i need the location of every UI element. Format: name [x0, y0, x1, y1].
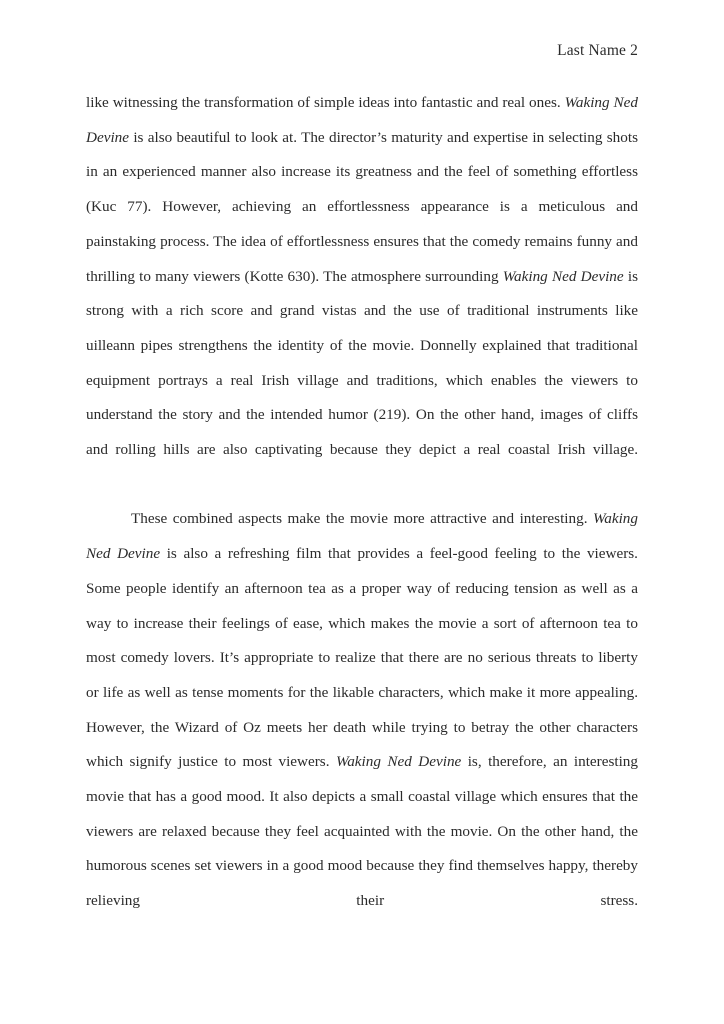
text-run: is also beautiful to look at. The director’s maturity and expertise in selecting shots in an experienced manner also increase its greatness and the feel of something effortless (Kuc 77). However, achieving an effortlessness appearance is a meticulous and painstaking process. The idea of effortlessness ensures that the comedy remains funny and thrilling to many viewers (Kotte 630). The atmosphere surrounding	[86, 128, 638, 285]
italic-work-title: Waking Ned Devine	[86, 510, 638, 563]
text-run: like witnessing the transformation of simple ideas into fantastic and real ones.	[86, 94, 565, 111]
document-body	[86, 86, 638, 954]
paragraph	[86, 86, 638, 502]
italic-work-title: Waking Ned Devine	[335, 753, 462, 771]
running-header: Last Name 2	[557, 42, 638, 59]
text-run: is strong with a rich score and grand vistas and the use of traditional instruments like uilleann pipes strengthens the identity of the movie. Donnelly explained that traditional equipment portrays a real Irish village and traditions, which enables the viewers to understand the story and the intended humor (219). On the other hand, images of cliffs and rolling hills are also captivating because they depict a real coastal Irish village.	[86, 267, 638, 459]
text-run: is also a refreshing film that provides a feel-good feeling to the viewers. Some people identify an afternoon tea as a proper way of reducing tension as well as a way to increase their feelings of ease, which makes the movie a sort of afternoon tea to most comedy lovers. It’s appropriate to realize that there are no serious threats to liberty or life as well as tense moments for the likable characters, which make it more appealing. However, the Wizard of Oz meets her death while trying to betray the other characters which signify justice to most viewers.	[86, 545, 638, 771]
italic-work-title: Waking Ned Devine	[502, 267, 624, 285]
text-run: These combined aspects make the movie more attractive and interesting.	[131, 510, 593, 528]
italic-work-title: Waking Ned Devine	[86, 94, 638, 146]
paragraph	[86, 502, 638, 953]
text-run: is, therefore, an interesting movie that has a good mood. It also depicts a small coastal village which ensures that the viewers are relaxed because they feel acquainted with the movie. On the other hand, the humorous scenes set viewers in a good mood because they find themselves happy, thereby relieving their stress.	[86, 753, 638, 910]
